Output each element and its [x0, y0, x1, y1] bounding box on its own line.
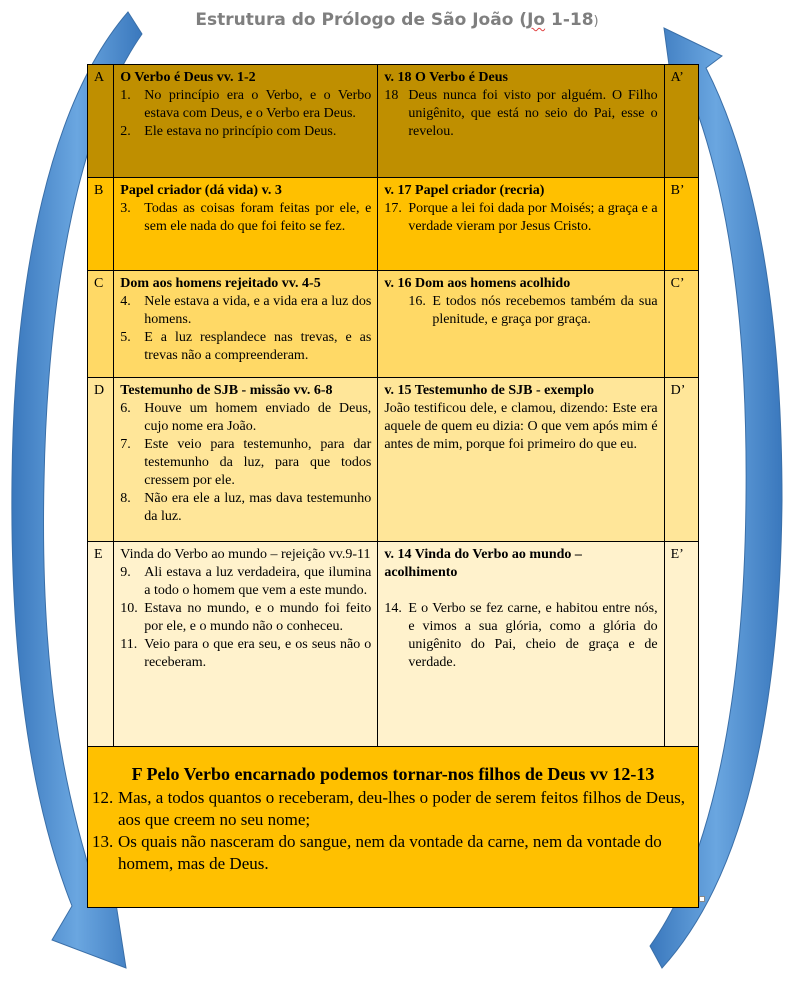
row-d [88, 378, 699, 542]
list-item: 12. Mas, a todos quantos o receberam, deu-lhes o poder de serem feitos filhos de Deus, aos que creem no seu nome; [92, 788, 685, 829]
heading-b-right: v. 17 Papel criador (recria) [384, 183, 545, 198]
row-a [88, 65, 699, 178]
label-c-prime: C’ [664, 271, 698, 378]
list-item: 3. Todas as coisas foram feitas por ele, e sem ele nada do que foi feito se fez. [120, 201, 372, 234]
list-item: 10. Estava no mundo, e o mundo foi feito por ele, e o mundo não o conheceu. [120, 601, 372, 634]
cell-a-left [114, 65, 378, 178]
list-item: 11. Veio para o que era seu, e os seus não o receberam. [120, 637, 372, 670]
cell-e-right [378, 542, 664, 747]
verse-15-text: João testificou dele, e clamou, dizendo: Este era aquele de quem eu dizia: O que vem após mim é antes de mim, porque foi primeiro do que eu. [384, 401, 658, 452]
prologue-structure-table [87, 64, 699, 908]
list-item: 13. Os quais não nasceram do sangue, nem da vontade da carne, nem da vontade do homem, mas de Deus. [92, 832, 662, 873]
heading-d-left: Testemunho de SJB - missão vv. 6-8 [120, 383, 333, 398]
resize-handle[interactable] [699, 896, 705, 902]
label-b-prime: B’ [664, 178, 698, 271]
label-b: B [88, 178, 114, 271]
cell-f [88, 747, 699, 908]
heading-a-right: v. 18 O Verbo é Deus [384, 70, 508, 85]
list-item: 9. Ali estava a luz verdadeira, que ilumina a todo o homem que vem a este mundo. [120, 565, 372, 598]
list-item: 6. Houve um homem enviado de Deus, cujo nome era João. [120, 401, 372, 434]
list-item: 16. E todos nós recebemos também da sua plenitude, e graça por graça. [408, 294, 658, 327]
label-a: A [88, 65, 114, 178]
heading-c-left: Dom aos homens rejeitado vv. 4-5 [120, 276, 321, 291]
list-item: 2. Ele estava no princípio com Deus. [120, 124, 337, 139]
cell-d-right [378, 378, 664, 542]
cell-c-left [114, 271, 378, 378]
cell-a-right [378, 65, 664, 178]
cell-b-right [378, 178, 664, 271]
cell-d-left [114, 378, 378, 542]
row-e [88, 542, 699, 747]
row-f [88, 747, 699, 908]
cell-b-left [114, 178, 378, 271]
list-item: 14. E o Verbo se fez carne, e habitou entre nós, e vimos a sua glória, como a glória do unigênito do Pai, cheio de graça e de verdade. [384, 601, 658, 670]
label-d-prime: D’ [664, 378, 698, 542]
list-item: 1. No princípio era o Verbo, e o Verbo estava com Deus, e o Verbo era Deus. [120, 88, 372, 121]
title-ref-book: Jo [527, 10, 546, 30]
list-item: 17. Porque a lei foi dada por Moisés; a graça e a verdade vieram por Jesus Cristo. [384, 201, 658, 234]
list-item: 8. Não era ele a luz, mas dava testemunho da luz. [120, 491, 372, 524]
label-e-prime: E’ [664, 542, 698, 747]
heading-b-left: Papel criador (dá vida) v. 3 [120, 183, 282, 198]
list-item: 4. Nele estava a vida, e a vida era a luz dos homens. [120, 294, 372, 327]
label-c: C [88, 271, 114, 378]
cell-e-left [114, 542, 378, 747]
title-ref-verses: 1-18 [545, 10, 594, 30]
list-item: 5. E a luz resplandece nas trevas, e as trevas não a compreenderam. [120, 330, 372, 363]
label-d: D [88, 378, 114, 542]
row-b [88, 178, 699, 271]
list-item: 7. Este veio para testemunho, para dar testemunho da luz, para que todos cressem por ele. [120, 437, 372, 488]
heading-e-right: v. 14 Vinda do Verbo ao mundo – acolhimento [384, 547, 582, 580]
title-close-paren: ) [593, 14, 599, 29]
list-item: 18 Deus nunca foi visto por alguém. O Filho unigênito, que está no seio do Pai, esse o revelou. [384, 88, 658, 139]
heading-e-left: Vinda do Verbo ao mundo – rejeição vv.9-11 [120, 547, 371, 562]
heading-f: F Pelo Verbo encarnado podemos tornar-nos filhos de Deus vv 12-13 [131, 764, 655, 784]
heading-c-right: v. 16 Dom aos homens acolhido [384, 276, 571, 291]
title-text: Estrutura do Prólogo de São João ( [195, 10, 528, 30]
heading-d-right: v. 15 Testemunho de SJB - exemplo [384, 383, 594, 398]
label-a-prime: A’ [664, 65, 698, 178]
row-c [88, 271, 699, 378]
cell-c-right [378, 271, 664, 378]
label-e: E [88, 542, 114, 747]
heading-a-left: O Verbo é Deus vv. 1-2 [120, 70, 256, 85]
